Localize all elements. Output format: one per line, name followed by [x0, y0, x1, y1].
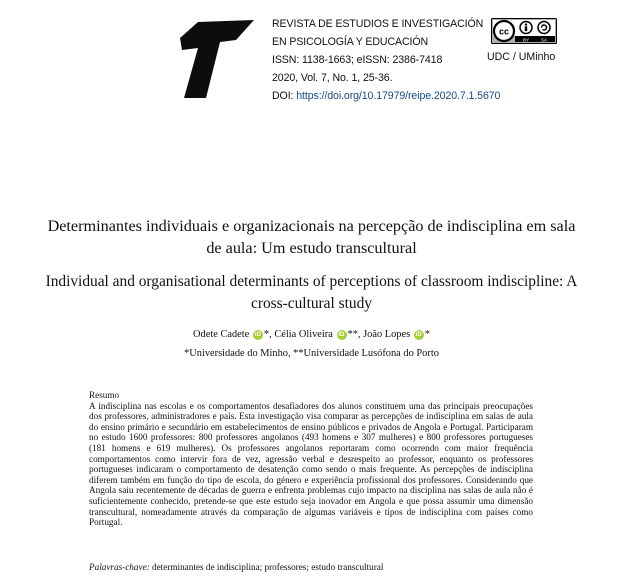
- doi-link[interactable]: https://doi.org/10.17979/reipe.2020.7.1.5670: [296, 90, 501, 102]
- publisher: UDC / UMinho: [487, 51, 556, 63]
- authors-block: [60, 325, 563, 363]
- journal-citation: 2020, Vol. 7, No. 1, 25-36.: [272, 72, 393, 84]
- author-affiliation-mark: **: [347, 329, 358, 340]
- cc-by-text: BY: [522, 37, 530, 43]
- abstract-label: Resumo: [89, 390, 120, 400]
- author-affiliation-mark: *: [263, 329, 270, 340]
- abstract-body: A indisciplina nas escolas e os comportamentos desafiadores dos alunos constituem uma das principais preocupações dos professores, administradores e pais. Esta investigação visa comparar as percepções de indisciplina em salas de aula do ensino primário e secundário em estabelecimentos de ensino públicos e privados de Angola e Portugal. Participaram no estudo 1600 professores: 800 professores angolanos (493 homens e 307 mulheres) e 800 professores portugueses (181 homens e 619 mulheres). Os professores angolanos reportaram como ocorrendo com maior frequência comportamentos como intervir fora de vez, agressão verbal e desrespeito ao professor, enquanto os professores portugueses indicaram o comportamento de desatenção como sendo o mais frequente. As percepções de indisciplina diferem também em função do tipo de escola, do género e experiência profissional dos professores. Considerando que Angola saiu recentemente de décadas de guerra e enfrenta problemas cujo impacto na disciplina nas salas de aula não é suficientemente conhecido, pretende-se que este estudo seja inovador em Angola e que possa assumir uma dimensão transcultural, nomeadamente através da comparação de algumas variáveis e tipos de indisciplina com países como Portugal.: [89, 400, 533, 528]
- title-portuguese: Determinantes individuais e organizacionais na percepção de indisciplina em sala de aula: Um estudo transcultural: [47, 217, 576, 257]
- keywords-value: determinantes de indisciplina; professores; estudo transcultural: [149, 562, 384, 572]
- doi-label: DOI:: [272, 90, 297, 102]
- cc-sa-text: SA: [540, 37, 548, 43]
- keywords-label: Palavras-chave:: [89, 562, 150, 572]
- svg-text:cc: cc: [498, 26, 510, 37]
- abstract: [89, 390, 533, 528]
- author-affiliation-mark: *: [424, 329, 430, 340]
- title-english: Individual and organisational determinants of perceptions of classroom indiscipline: A cross-cultural study: [45, 273, 578, 312]
- journal-logo: [176, 18, 256, 100]
- author-name: Célia Oliveira: [274, 329, 333, 340]
- author-list: Odete Cadete iD *, Célia Oliveira iD **, João Lopes iD *: [193, 329, 430, 340]
- author-name: Odete Cadete: [193, 329, 250, 340]
- orcid-icon[interactable]: iD: [254, 332, 261, 338]
- journal-name-line2: EN PSICOLOGÍA Y EDUCACIÓN: [272, 36, 429, 48]
- journal-name-line1: REVISTA DE ESTUDIOS E INVESTIGACIÓN: [272, 18, 484, 30]
- orcid-icon[interactable]: iD: [338, 332, 345, 338]
- cc-by-sa-icon[interactable]: [491, 18, 557, 44]
- journal-header: [272, 15, 500, 105]
- keywords: [89, 562, 533, 572]
- journal-doi: [272, 87, 500, 105]
- journal-issn: ISSN: 1138-1663; eISSN: 2386-7418: [272, 54, 443, 66]
- affiliations: *Universidade do Minho, **Universidade Lusófona do Porto: [184, 348, 439, 359]
- orcid-icon[interactable]: iD: [415, 332, 422, 338]
- author-name: João Lopes: [363, 329, 411, 340]
